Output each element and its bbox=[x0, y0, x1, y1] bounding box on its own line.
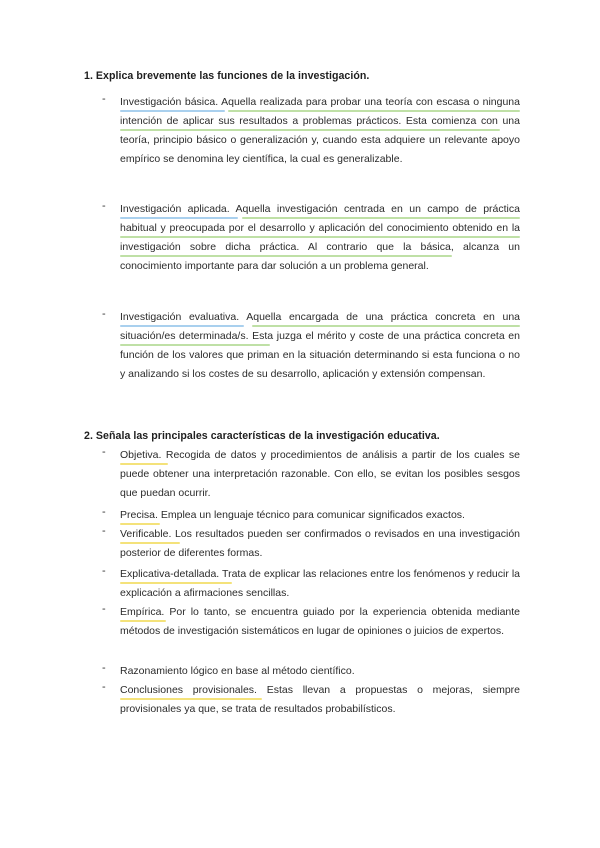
item-term: Conclusiones provisionales. bbox=[120, 684, 257, 696]
list-dash: - bbox=[102, 662, 106, 674]
highlight-underline bbox=[252, 325, 520, 327]
highlight-underline bbox=[120, 110, 225, 112]
list-dash: - bbox=[102, 308, 106, 320]
item-term: Explicativa-detallada. bbox=[120, 568, 220, 580]
item-description: Emplea un lenguaje técnico para comunicar significados exactos. bbox=[160, 509, 465, 521]
highlight-underline bbox=[120, 236, 520, 238]
highlight-underline bbox=[120, 129, 500, 131]
highlight-underline bbox=[120, 542, 180, 544]
list-item-text bbox=[120, 506, 520, 525]
highlight-underline bbox=[120, 217, 238, 219]
item-term: Investigación básica. bbox=[120, 96, 219, 108]
highlight-underline bbox=[120, 582, 232, 584]
list-item-text bbox=[120, 446, 520, 503]
highlight-underline bbox=[120, 620, 166, 622]
item-term: Verificable. bbox=[120, 528, 172, 540]
highlight-underline bbox=[120, 344, 270, 346]
list-dash: - bbox=[102, 565, 106, 577]
list-item-text bbox=[120, 525, 520, 563]
list-dash: - bbox=[102, 681, 106, 693]
list-dash: - bbox=[102, 93, 106, 105]
highlight-underline bbox=[120, 255, 452, 257]
item-term: Investigación aplicada. bbox=[120, 203, 230, 215]
highlight-underline bbox=[120, 463, 168, 465]
item-description: Estas llevan a propuestas o mejoras, siempre provisionales ya que, se trata de resultados probabilísticos. bbox=[120, 684, 521, 715]
list-dash: - bbox=[102, 200, 106, 212]
highlight-underline bbox=[242, 217, 520, 219]
item-description: Trata de explicar las relaciones entre los fenómenos y reducir la explicación a afirmaciones sencillas. bbox=[120, 568, 520, 599]
item-description: Aquella realizada para probar una teoría con escasa o ninguna intención de aplicar sus resultados a problemas prácticos. Esta comienza con una teoría, principio básico o generalización y, cuando esta adquiere un relevante apoyo empírico se denomina ley científica, la cual es generalizable. bbox=[120, 96, 520, 165]
highlight-underline bbox=[120, 698, 262, 700]
item-description: Recogida de datos y procedimientos de análisis a partir de los cuales se puede obtener una interpretación razonable. Con ello, se evitan los posibles sesgos que puedan ocurrir. bbox=[120, 449, 520, 499]
highlight-underline bbox=[228, 110, 520, 112]
item-term: Precisa. bbox=[120, 509, 158, 521]
highlight-underline bbox=[120, 325, 244, 327]
item-description: Aquella encargada de una práctica concreta en una situación/es determinada/s. Esta juzga el mérito y coste de una práctica concreta en función de los valores que priman en la situación determinando si esta funciona o no y analizando si los costes de su desarrollo, aplicación y extensión compensan. bbox=[120, 311, 520, 380]
item-description: Los resultados pueden ser confirmados o revisados en una investigación posterior de diferentes formas. bbox=[120, 528, 520, 559]
question-2-title: 2. Señala las principales características de la investigación educativa. bbox=[84, 430, 440, 442]
list-dash: - bbox=[102, 603, 106, 615]
item-term: Objetiva. bbox=[120, 449, 162, 461]
list-dash: - bbox=[102, 446, 106, 458]
item-term: Investigación evaluativa. bbox=[120, 311, 240, 323]
question-1-title: 1. Explica brevemente las funciones de la investigación. bbox=[84, 70, 370, 82]
list-item-text bbox=[120, 662, 520, 681]
item-description: Aquella investigación centrada en un campo de práctica habitual y preocupada por el desarrollo y aplicación del conocimiento obtenido en la investigación sobre dicha práctica. Al contrario que la básica, alcanza un conocimiento importante para dar solución a un problema general. bbox=[120, 203, 520, 272]
item-term: Empírica. bbox=[120, 606, 165, 618]
list-item-text bbox=[120, 603, 520, 641]
item-description: Por lo tanto, se encuentra guiado por la experiencia obtenida mediante métodos de investigación sistemáticos en lugar de opiniones o juicios de expertos. bbox=[120, 606, 521, 637]
list-dash: - bbox=[102, 525, 106, 537]
list-dash: - bbox=[102, 506, 106, 518]
item-term: Razonamiento lógico en base al método científico. bbox=[120, 665, 355, 677]
